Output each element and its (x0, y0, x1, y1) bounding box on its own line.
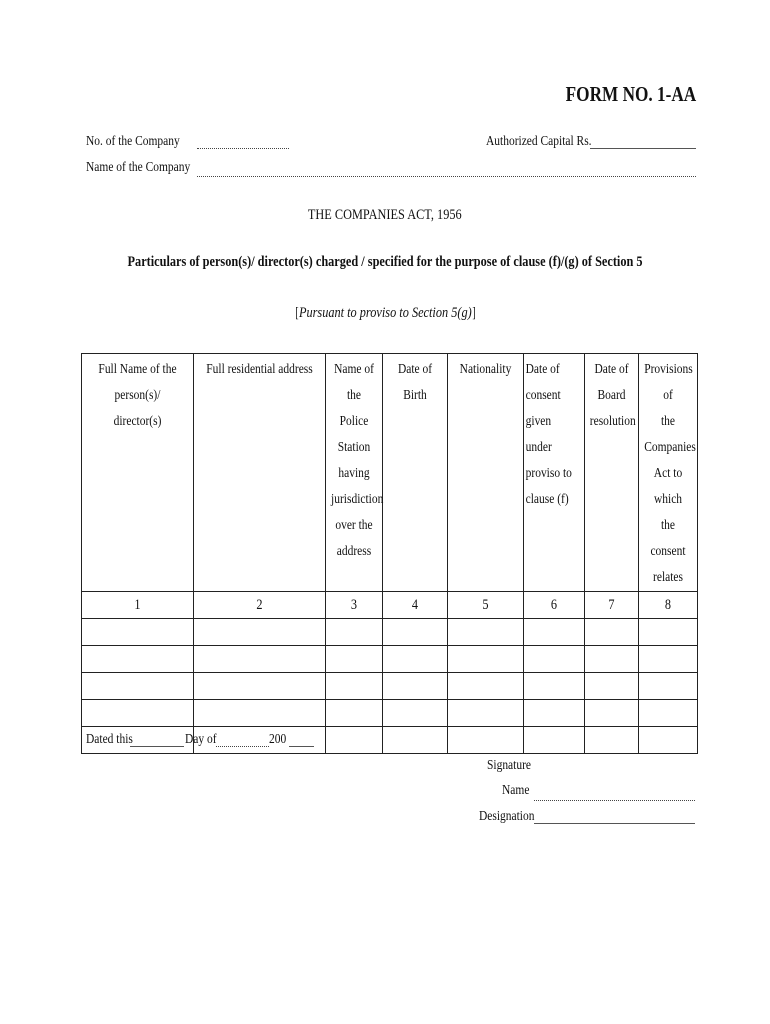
signatory-designation-field[interactable] (534, 823, 695, 824)
table-cell[interactable] (448, 646, 524, 673)
col-number (194, 592, 326, 619)
particulars-title: Particulars of person(s)/ director(s) charged / specified for the purpose of clause (f)/(g) of Section 5 (127, 254, 643, 270)
table-cell[interactable] (639, 700, 698, 727)
table-cell[interactable] (194, 700, 326, 727)
col-number (585, 592, 639, 619)
table-cell[interactable] (326, 673, 383, 700)
header-line: consent given (525, 388, 561, 429)
company-name-field[interactable] (197, 176, 696, 177)
table-cell[interactable] (448, 700, 524, 727)
authorized-capital-field[interactable] (590, 148, 696, 149)
header-line: jurisdiction (331, 492, 384, 507)
header-line: Date of Birth (397, 362, 433, 403)
col-number (82, 592, 194, 619)
table-cell[interactable] (326, 619, 383, 646)
table-cell[interactable] (585, 646, 639, 673)
pursuant-close-bracket: ] (471, 305, 476, 321)
header-line: the (660, 414, 676, 429)
pursuant-open-bracket: [ (294, 305, 299, 321)
table-cell[interactable] (585, 619, 639, 646)
header-line: Act to which (653, 466, 683, 507)
header-line: address (336, 544, 372, 559)
table-cell[interactable] (383, 673, 448, 700)
header-line: person(s)/ director(s) (113, 388, 162, 429)
col-header-police-station (326, 354, 383, 592)
table-cell[interactable] (326, 646, 383, 673)
col-number (326, 592, 383, 619)
header-line: the consent (650, 518, 686, 559)
table-cell[interactable] (585, 700, 639, 727)
pursuant-text: Pursuant to proviso to Section 5(g) (298, 305, 472, 321)
header-line: relates (653, 570, 683, 585)
day-of-label: Day of (185, 732, 217, 747)
table-row (82, 619, 698, 646)
col-number-text: 7 (608, 597, 615, 613)
header-line: Date of (525, 362, 560, 377)
table-cell[interactable] (524, 646, 585, 673)
signatory-name-field[interactable] (534, 800, 695, 801)
col-number-text: 4 (411, 597, 419, 613)
header-line: clause (f) (525, 492, 569, 507)
table-cell[interactable] (194, 673, 326, 700)
col-header-address (194, 354, 326, 592)
pursuant-note (295, 305, 476, 322)
table-row (82, 673, 698, 700)
table-row (82, 727, 698, 754)
signature-label: Signature (487, 758, 531, 773)
table-cell[interactable] (524, 673, 585, 700)
name-label: Name (502, 783, 530, 798)
table-header-row (82, 354, 698, 592)
table-cell[interactable] (639, 619, 698, 646)
table-cell[interactable] (639, 673, 698, 700)
table-cell[interactable] (383, 700, 448, 727)
table-cell[interactable] (639, 727, 698, 754)
table-cell[interactable] (448, 619, 524, 646)
header-line: under (525, 440, 552, 455)
table-cell[interactable] (448, 673, 524, 700)
dated-year-field[interactable] (289, 746, 314, 747)
year-prefix-label: 200 (269, 732, 287, 747)
table-cell[interactable] (524, 700, 585, 727)
authorized-capital-label: Authorized Capital Rs. (486, 134, 592, 149)
company-number-label: No. of the Company (86, 134, 180, 149)
table-row (82, 700, 698, 727)
header-line: Board (597, 388, 626, 403)
header-line: Full residential address (206, 362, 313, 377)
col-number-text: 2 (256, 597, 263, 613)
table-cell[interactable] (82, 619, 194, 646)
col-number-text: 8 (664, 597, 672, 613)
table-number-row (82, 592, 698, 619)
col-number-text: 3 (350, 597, 358, 613)
table-cell[interactable] (524, 619, 585, 646)
header-line: Police (339, 414, 369, 429)
table-cell[interactable] (585, 673, 639, 700)
col-number-text: 6 (550, 597, 558, 613)
table-cell[interactable] (383, 619, 448, 646)
table-cell[interactable] (82, 700, 194, 727)
dated-this-label: Dated this (86, 732, 133, 747)
col-number (524, 592, 585, 619)
company-name-label: Name of the Company (86, 160, 191, 175)
header-line: Nationality (459, 362, 512, 377)
company-number-field[interactable] (197, 148, 289, 149)
header-line: having (338, 466, 370, 481)
table-cell[interactable] (383, 646, 448, 673)
header-line: Station (337, 440, 371, 455)
designation-label: Designation (479, 809, 535, 824)
table-cell[interactable] (82, 646, 194, 673)
col-number (639, 592, 698, 619)
particulars-table (81, 353, 698, 754)
table-cell[interactable] (639, 646, 698, 673)
table-cell[interactable] (585, 727, 639, 754)
col-header-date-of-birth (383, 354, 448, 592)
header-line: proviso to (525, 466, 572, 481)
col-header-board-resolution (585, 354, 639, 592)
col-number (448, 592, 524, 619)
header-line: resolution (589, 414, 636, 429)
table-cell[interactable] (524, 727, 585, 754)
col-header-provisions (639, 354, 698, 592)
table-cell[interactable] (448, 727, 524, 754)
table-cell[interactable] (326, 727, 383, 754)
dated-day-field[interactable] (130, 746, 184, 747)
table-cell[interactable] (82, 673, 194, 700)
header-line: Date of (594, 362, 629, 377)
table-cell[interactable] (194, 619, 326, 646)
table-cell[interactable] (383, 727, 448, 754)
table-row (82, 646, 698, 673)
header-line: Provisions of (644, 362, 693, 403)
col-header-full-name (82, 354, 194, 592)
table-cell[interactable] (194, 646, 326, 673)
header-line: Companies (644, 440, 696, 455)
header-line: over the (335, 518, 373, 533)
col-header-date-of-consent (524, 354, 585, 592)
header-line: Full Name of the (98, 362, 177, 377)
col-number-text: 1 (134, 597, 141, 613)
col-header-nationality (448, 354, 524, 592)
col-number (383, 592, 448, 619)
header-line: Name of the (334, 362, 374, 403)
dated-month-field[interactable] (216, 746, 269, 747)
form-number-title: FORM NO. 1-AA (565, 82, 696, 106)
act-title: THE COMPANIES ACT, 1956 (308, 207, 462, 223)
table-cell[interactable] (326, 700, 383, 727)
col-number-text: 5 (482, 597, 489, 613)
